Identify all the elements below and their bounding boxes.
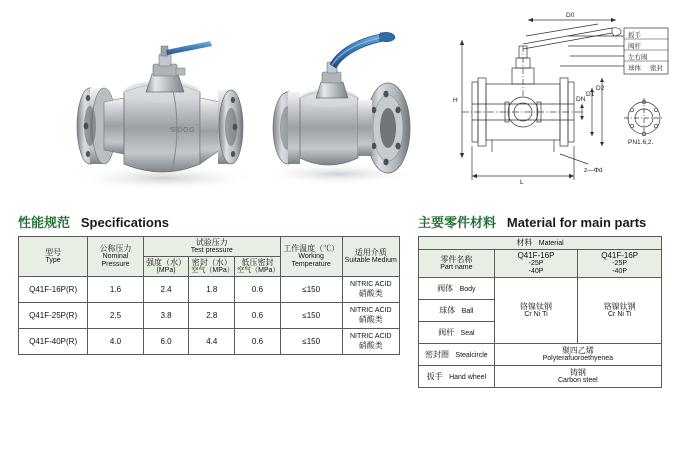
col-low-pressure-seal: 低压密封 空气（MPa） (235, 257, 281, 277)
cell-strength: 3.8 (143, 303, 189, 329)
cell-medium: NITRIC ACID 硝酸类 (342, 303, 400, 329)
table-row (19, 303, 400, 329)
table-row (419, 278, 662, 300)
valve-photos (20, 6, 430, 196)
cell-low-seal: 0.6 (235, 303, 281, 329)
cell-part-handwheel: 扳手 Hand wheel (419, 366, 495, 388)
label-pn: PN1.6,2. (628, 139, 654, 146)
col-working-temperature: 工作温度（℃） Working Temperature (280, 237, 342, 277)
material-heading-en: Material for main parts (506, 215, 647, 230)
cell-medium: NITRIC ACID 硝酸类 (342, 329, 400, 355)
material-header-row-2 (419, 250, 662, 278)
col-test-pressure: 试验压力 Test pressure (143, 237, 280, 257)
cell-part-ball: 球体 Ball (419, 300, 495, 322)
ball-valve-left (77, 41, 243, 172)
label-zphid: z—Φd (584, 167, 603, 174)
label-d0: D0 (566, 12, 575, 19)
callout-4: 球体 (628, 65, 641, 72)
col-material: 材料 Material (419, 237, 662, 250)
material-table-body (419, 278, 662, 388)
cell-type: Q41F-25P(R) (19, 303, 88, 329)
label-l: L (520, 179, 524, 186)
table-row (19, 277, 400, 303)
label-dn: DN (576, 96, 586, 103)
cell-material-carbon-steel: 铸钢 Carbon steel (494, 366, 661, 388)
technical-drawing (448, 6, 673, 196)
callout-3: 左右阀 (628, 54, 648, 61)
label-h: H (453, 97, 458, 104)
lever-handle (330, 32, 395, 68)
cell-low-seal: 0.6 (235, 329, 281, 355)
col-type: 型号 Type (19, 237, 88, 277)
cell-material-ptfe: 聚四乙烯 Polyterafuoroethyenea (494, 344, 661, 366)
cell-medium: NITRIC ACID 硝酸类 (342, 277, 400, 303)
col-nominal-pressure: 公称压力 Nominal Pressure (88, 237, 144, 277)
cell-part-body: 阀体 Body (419, 278, 495, 300)
col-strength: 强度（水） (MPa) (143, 257, 189, 277)
label-d2: D2 (596, 85, 605, 92)
callout-2: 阀杆 (628, 43, 641, 50)
specifications-heading-cn: 性能规范 (18, 215, 71, 230)
table-row (19, 329, 400, 355)
cell-temp: ≤150 (280, 277, 342, 303)
specifications-heading (18, 212, 169, 231)
col-suitable-medium: 适用介质 Suitable Medium (342, 237, 400, 277)
cell-seal: 2.8 (189, 303, 235, 329)
table-row (419, 366, 662, 388)
cell-temp: ≤150 (280, 303, 342, 329)
valve-dimension-drawing (448, 6, 673, 196)
label-d1: D1 (586, 91, 595, 98)
material-table (418, 236, 662, 388)
cell-part-sealcircle: 密封圈 Stealcircle (419, 344, 495, 366)
specifications-table-head (19, 237, 400, 277)
material-heading-cn: 主要零件材料 (418, 215, 497, 230)
cell-strength: 6.0 (143, 329, 189, 355)
col-material-2: Q41F-16P -25P -40P (578, 250, 662, 278)
callout-5: 密封 (650, 65, 663, 72)
col-part-name: 零件名称 Part name (419, 250, 495, 278)
col-material-1: Q41F-16P -25P -40P (494, 250, 578, 278)
material-table-head (419, 237, 662, 278)
material-heading (418, 212, 646, 231)
ball-valve-right (273, 32, 410, 173)
cell-nominal: 4.0 (88, 329, 144, 355)
body-brand-text: SIDOG (170, 127, 196, 134)
cell-strength: 2.4 (143, 277, 189, 303)
callout-1: 扳手 (628, 32, 641, 39)
cell-type: Q41F-16P(R) (19, 277, 88, 303)
cell-nominal: 2.5 (88, 303, 144, 329)
cell-temp: ≤150 (280, 329, 342, 355)
cell-material-crniti-2: 铬镍钛钢 Cr Ni Ti (578, 278, 662, 344)
illustration-band (0, 0, 680, 205)
cell-nominal: 1.6 (88, 277, 144, 303)
specifications-table-body (19, 277, 400, 355)
cell-material-crniti-1: 铬镍钛钢 Cr Ni Ti (494, 278, 578, 344)
cell-seal: 4.4 (189, 329, 235, 355)
cell-seal: 1.8 (189, 277, 235, 303)
specifications-table (18, 236, 400, 355)
specifications-heading-en: Specifications (80, 215, 169, 230)
cell-type: Q41F-40P(R) (19, 329, 88, 355)
table-row (419, 344, 662, 366)
cell-part-stem: 阀杆 Seal (419, 322, 495, 344)
material-header-row-1 (419, 237, 662, 250)
cell-low-seal: 0.6 (235, 277, 281, 303)
spec-header-row-1 (19, 237, 400, 257)
col-seal-water: 密封（水） 空气（MPa） (189, 257, 235, 277)
valve-photo-group (20, 6, 430, 196)
